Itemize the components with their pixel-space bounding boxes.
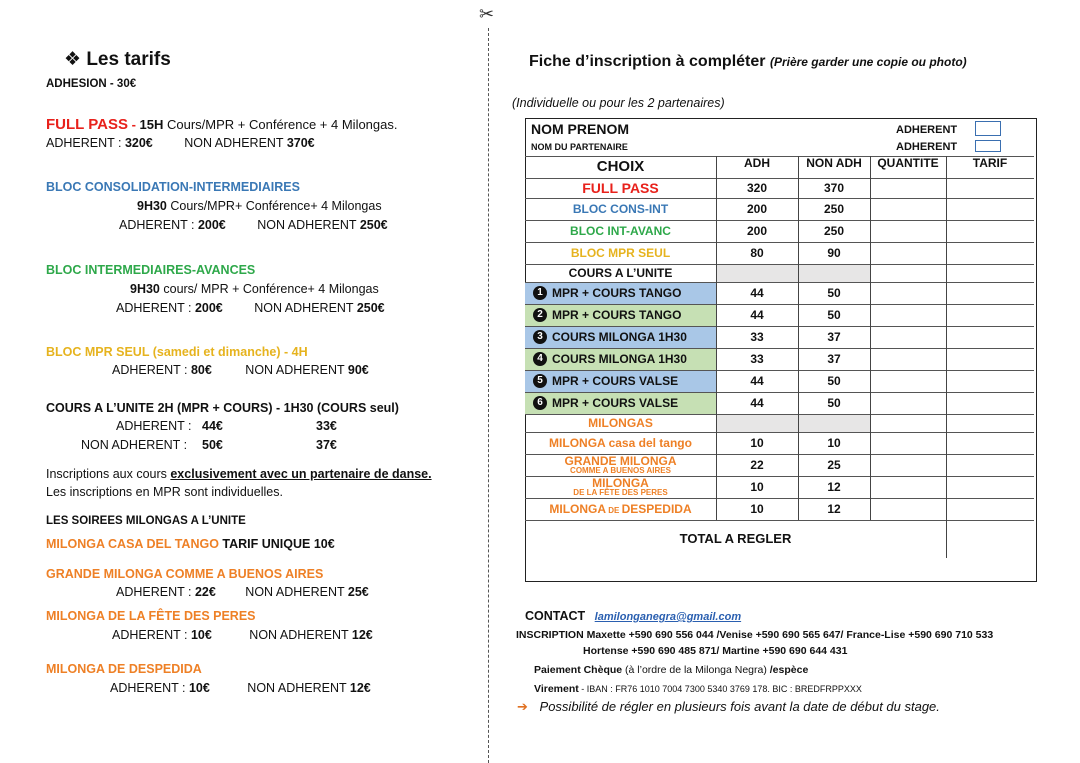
non-adh-value: 50	[827, 373, 841, 388]
row-label-wrap	[549, 503, 691, 516]
total-text: TOTAL A REGLER	[679, 531, 792, 547]
row-tarif-cell[interactable]	[946, 282, 1034, 304]
row-tarif-cell[interactable]	[946, 392, 1034, 414]
header-non-adh-text: NON ADH	[806, 156, 862, 170]
row-label-small: DE	[606, 505, 622, 515]
row-non-adh-price	[798, 476, 870, 498]
row-quantite-cell[interactable]	[870, 220, 946, 242]
row-label-text: COURS MILONGA 1H30	[552, 351, 687, 366]
number-badge-icon: 4	[533, 352, 547, 366]
row-adh-price	[716, 220, 798, 242]
number-badge-icon: 6	[533, 396, 547, 410]
grid-vline	[716, 156, 717, 520]
bloc-cons-desc: 9H30 Cours/MPR+ Conférence+ 4 Milongas	[137, 199, 382, 213]
inscriptions-mpr: Les inscriptions en MPR sont individuelles.	[46, 485, 283, 499]
inscriptions-note: Inscriptions aux cours exclusivement avec un partenaire de danse.	[46, 467, 432, 481]
grid-hline	[525, 348, 1034, 349]
row-quantite-cell[interactable]	[870, 476, 946, 498]
row-label-text: MPR + COURS TANGO	[552, 285, 682, 300]
row-quantite-cell[interactable]	[870, 348, 946, 370]
header-choix	[525, 156, 716, 178]
number-badge-icon: 1	[533, 286, 547, 300]
row-quantite-cell[interactable]	[870, 242, 946, 264]
grid-hline	[525, 454, 1034, 455]
row-non-adh-price	[798, 304, 870, 326]
cours-unite-title: COURS A L’UNITE 2H (MPR + COURS) - 1H30 (COURS seul)	[46, 401, 399, 415]
row-label	[525, 392, 716, 414]
grid-hline	[525, 476, 1034, 477]
non-adh-value: 50	[827, 285, 841, 300]
row-quantite-cell[interactable]	[870, 198, 946, 220]
row-quantite-cell[interactable]	[870, 326, 946, 348]
grid-hline	[525, 326, 1034, 327]
row-label	[525, 242, 716, 264]
bloc-int-title: BLOC INTERMEDIAIRES-AVANCES	[46, 263, 256, 277]
row-non-adh-price	[798, 348, 870, 370]
fiche-subtitle: (Individuelle ou pour les 2 partenaires)	[512, 96, 725, 110]
row-quantite-cell[interactable]	[870, 264, 946, 282]
row-label-sub: DE LA FÊTE DES PERES	[573, 488, 668, 498]
row-label	[525, 178, 716, 198]
header-quantite-text: QUANTITE	[877, 156, 939, 170]
non-adh-value: 90	[827, 245, 841, 260]
contact-line: CONTACT lamilonganegra@gmail.com	[525, 609, 742, 623]
adh-value: 10	[750, 435, 764, 450]
row-label-wrap	[533, 396, 678, 410]
adh-value: 320	[746, 180, 768, 195]
bloc-cons-title: BLOC CONSOLIDATION-INTERMEDIAIRES	[46, 180, 300, 194]
cours-unite-adh-label: ADHERENT :	[116, 419, 192, 433]
grid-hline	[525, 520, 1034, 521]
row-quantite-cell[interactable]	[870, 304, 946, 326]
row-adh-price	[716, 326, 798, 348]
total-label	[525, 520, 946, 558]
fete-prices: ADHERENT : 10€ NON ADHERENT 12€	[112, 628, 373, 642]
grid-vline	[946, 156, 947, 558]
adh-value: 44	[750, 285, 764, 300]
grid-hline	[525, 178, 1034, 179]
adh-value: 200	[746, 201, 768, 216]
row-adh-price	[716, 432, 798, 454]
row-tarif-cell[interactable]	[946, 454, 1034, 476]
adh-value: 33	[750, 351, 764, 366]
row-tarif-cell[interactable]	[946, 476, 1034, 498]
row-label	[525, 264, 716, 282]
header-quantite	[870, 156, 946, 178]
fete-title: MILONGA DE LA FÊTE DES PERES	[46, 609, 256, 623]
header-non-adh	[798, 156, 870, 178]
adh-value: 22	[750, 457, 764, 472]
row-label	[525, 498, 716, 520]
non-adh-value: 25	[827, 457, 841, 472]
row-label	[525, 326, 716, 348]
row-label-text: MILONGAS	[588, 415, 653, 430]
grande-milonga-prices: ADHERENT : 22€ NON ADHERENT 25€	[116, 585, 369, 599]
adherent-checkbox-2[interactable]	[975, 140, 1001, 152]
row-label	[525, 414, 716, 432]
non-adh-value: 37	[827, 351, 841, 366]
row-label	[525, 370, 716, 392]
fiche-title: Fiche d’inscription à compléter (Prière garder une copie ou photo)	[529, 53, 967, 70]
row-quantite-cell[interactable]	[870, 414, 946, 432]
virement-line: Virement - IBAN : FR76 1010 7004 7300 5340 3769 178. BIC : BREDFRPPXXX	[534, 683, 862, 695]
row-non-adh-price	[798, 242, 870, 264]
row-tarif-cell[interactable]	[946, 220, 1034, 242]
row-tarif-cell[interactable]	[946, 242, 1034, 264]
row-adh-price	[716, 370, 798, 392]
despedida-prices: ADHERENT : 10€ NON ADHERENT 12€	[110, 681, 371, 695]
row-tarif-cell[interactable]	[946, 264, 1034, 282]
despedida-title: MILONGA DE DESPEDIDA	[46, 662, 202, 676]
bloc-cons-prices: ADHERENT : 200€ NON ADHERENT 250€	[119, 218, 388, 232]
row-adh-price	[716, 282, 798, 304]
row-tarif-cell[interactable]	[946, 304, 1034, 326]
row-label	[525, 304, 716, 326]
header-choix-text: CHOIX	[596, 158, 645, 176]
grid-hline	[525, 370, 1034, 371]
grid-hline	[525, 414, 1034, 415]
hortense-contacts: Hortense +590 690 485 871/ Martine +590 690 644 431	[583, 645, 848, 657]
adh-value: 200	[746, 223, 768, 238]
non-adh-value: 37	[827, 329, 841, 344]
row-label	[525, 432, 716, 454]
row-label	[525, 220, 716, 242]
possibilite-line: ➔ Possibilité de régler en plusieurs fois avant la date de début du stage.	[517, 699, 940, 714]
number-badge-icon: 5	[533, 374, 547, 388]
grid-hline	[525, 392, 1034, 393]
row-quantite-cell[interactable]	[870, 432, 946, 454]
grande-milonga-title: GRANDE MILONGA COMME A BUENOS AIRES	[46, 567, 324, 581]
grid-hline	[525, 264, 1034, 265]
row-label-text: MILONGA casa del tango	[549, 435, 692, 450]
row-non-adh-price	[798, 370, 870, 392]
row-adh-price	[716, 242, 798, 264]
scissors-icon: ✂	[479, 4, 495, 24]
paiement-line: Paiement Chèque (à l’ordre de la Milonga Negra) /espèce	[534, 664, 809, 676]
non-adh-value: 12	[827, 501, 841, 516]
cours-unite-adh-a: 44€	[202, 419, 223, 433]
adh-value: 80	[750, 245, 764, 260]
bloc-mpr-title: BLOC MPR SEUL (samedi et dimanche) - 4H	[46, 345, 308, 359]
full-pass-line: FULL PASS - 15H Cours/MPR + Conférence + 4 Milongas.	[46, 116, 398, 133]
row-label-text: GRANDE MILONGA	[564, 453, 677, 468]
row-label	[525, 282, 716, 304]
inscription-contacts: INSCRIPTION Maxette +590 690 556 044 /Venise +590 690 565 647/ France-Lise +590 690 710 533	[516, 629, 994, 641]
cours-unite-non-a: 50€	[202, 438, 223, 452]
adh-value: 33	[750, 329, 764, 344]
adh-value: 44	[750, 307, 764, 322]
row-adh-price	[716, 476, 798, 498]
row-quantite-cell[interactable]	[870, 454, 946, 476]
row-quantite-cell[interactable]	[870, 282, 946, 304]
adh-value: 10	[750, 479, 764, 494]
adhesion: ADHESION - 30€	[46, 78, 137, 90]
row-label	[525, 476, 716, 498]
total-value-cell[interactable]	[946, 520, 1034, 558]
row-non-adh-price	[798, 414, 870, 432]
row-adh-price	[716, 198, 798, 220]
row-non-adh-price	[798, 392, 870, 414]
grid-hline	[525, 198, 1034, 199]
grid-hline	[525, 432, 1034, 433]
row-non-adh-price	[798, 498, 870, 520]
cours-unite-adh-b: 33€	[316, 419, 337, 433]
row-label-wrap	[533, 374, 678, 388]
row-label	[525, 198, 716, 220]
row-adh-price	[716, 392, 798, 414]
row-tarif-cell[interactable]	[946, 198, 1034, 220]
cours-unite-non-label: NON ADHERENT :	[81, 438, 188, 452]
pointer-hand-icon: ➔	[517, 699, 528, 714]
row-adh-price	[716, 304, 798, 326]
tarifs-title: ❖ Les tarifs	[64, 49, 171, 70]
row-label-wrap	[533, 330, 687, 344]
row-label-wrap	[533, 352, 687, 366]
row-quantite-cell[interactable]	[870, 370, 946, 392]
header-adh	[716, 156, 798, 178]
row-label-text: COURS MILONGA 1H30	[552, 329, 687, 344]
adh-value: 44	[750, 373, 764, 388]
grid-hline	[525, 498, 1034, 499]
soirees-title: LES SOIREES MILONGAS A L’UNITE	[46, 515, 246, 527]
row-label-text: BLOC CONS-INT	[572, 201, 669, 216]
row-tarif-cell[interactable]	[946, 348, 1034, 370]
row-non-adh-price	[798, 178, 870, 198]
adherent-label-1: ADHERENT	[896, 124, 958, 136]
row-non-adh-price	[798, 220, 870, 242]
nom-partenaire-label: NOM DU PARTENAIRE	[531, 142, 628, 152]
row-adh-price	[716, 264, 798, 282]
non-adh-value: 370	[823, 180, 845, 195]
adh-value: 10	[750, 501, 764, 516]
bloc-mpr-prices: ADHERENT : 80€ NON ADHERENT 90€	[112, 363, 369, 377]
adherent-checkbox-1[interactable]	[975, 121, 1001, 136]
non-adh-value: 250	[823, 201, 845, 216]
row-label-text: BLOC INT-AVANC	[570, 223, 671, 238]
row-label-text: MPR + COURS VALSE	[552, 373, 679, 388]
row-label-text: BLOC MPR SEUL	[570, 245, 671, 260]
row-non-adh-price	[798, 454, 870, 476]
header-adh-text: ADH	[744, 156, 770, 170]
grid-hline	[525, 242, 1034, 243]
row-label-wrap	[533, 308, 681, 322]
grid-hline	[525, 304, 1034, 305]
grid-hline	[525, 156, 1034, 157]
bloc-int-desc: 9H30 cours/ MPR + Conférence+ 4 Milongas	[130, 282, 379, 296]
non-adh-value: 12	[827, 479, 841, 494]
row-adh-price	[716, 414, 798, 432]
adh-value: 44	[750, 395, 764, 410]
milonga-casa: MILONGA CASA DEL TANGO TARIF UNIQUE 10€	[46, 537, 335, 551]
diamond-bullet-icon: ❖	[64, 49, 82, 70]
nom-prenom-label: NOM PRENOM	[531, 121, 629, 137]
row-tarif-cell[interactable]	[946, 178, 1034, 198]
grid-vline	[798, 156, 799, 520]
row-adh-price	[716, 348, 798, 370]
row-label-text: COURS A L’UNITE	[568, 265, 673, 280]
header-tarif-text: TARIF	[972, 156, 1008, 170]
row-tarif-cell[interactable]	[946, 414, 1034, 432]
row-tarif-cell[interactable]	[946, 370, 1034, 392]
row-label	[525, 454, 716, 476]
row-quantite-cell[interactable]	[870, 498, 946, 520]
row-quantite-cell[interactable]	[870, 178, 946, 198]
row-non-adh-price	[798, 432, 870, 454]
row-label-text: MILONGA	[592, 475, 649, 490]
adherent-label-2: ADHERENT	[896, 141, 958, 153]
grid-hline	[525, 282, 1034, 283]
cut-line	[488, 28, 489, 763]
non-adh-value: 50	[827, 395, 841, 410]
header-tarif	[946, 156, 1034, 178]
row-adh-price	[716, 178, 798, 198]
row-non-adh-price	[798, 282, 870, 304]
row-label	[525, 348, 716, 370]
row-adh-price	[716, 454, 798, 476]
grid-hline	[525, 220, 1034, 221]
row-label-text-2: DESPEDIDA	[621, 501, 692, 516]
non-adh-value: 50	[827, 307, 841, 322]
number-badge-icon: 2	[533, 308, 547, 322]
non-adh-value: 250	[823, 223, 845, 238]
row-non-adh-price	[798, 264, 870, 282]
row-tarif-cell[interactable]	[946, 326, 1034, 348]
row-label-text: MILONGA	[549, 501, 607, 516]
row-label-text: MPR + COURS VALSE	[552, 395, 679, 410]
row-adh-price	[716, 498, 798, 520]
cours-unite-non-b: 37€	[316, 438, 337, 452]
row-label-text: FULL PASS	[582, 179, 659, 196]
number-badge-icon: 3	[533, 330, 547, 344]
row-non-adh-price	[798, 326, 870, 348]
row-quantite-cell[interactable]	[870, 392, 946, 414]
bloc-int-prices: ADHERENT : 200€ NON ADHERENT 250€	[116, 301, 385, 315]
row-non-adh-price	[798, 198, 870, 220]
grid-vline	[870, 156, 871, 520]
full-pass-prices: ADHERENT : 320€ NON ADHERENT 370€	[46, 136, 315, 150]
row-tarif-cell[interactable]	[946, 432, 1034, 454]
row-label-sub: COMME A BUENOS AIRES	[570, 466, 671, 476]
row-label-wrap	[533, 286, 681, 300]
row-label-text: MPR + COURS TANGO	[552, 307, 682, 322]
non-adh-value: 10	[827, 435, 841, 450]
contact-email-link[interactable]: lamilonganegra@gmail.com	[594, 611, 742, 623]
row-tarif-cell[interactable]	[946, 498, 1034, 520]
